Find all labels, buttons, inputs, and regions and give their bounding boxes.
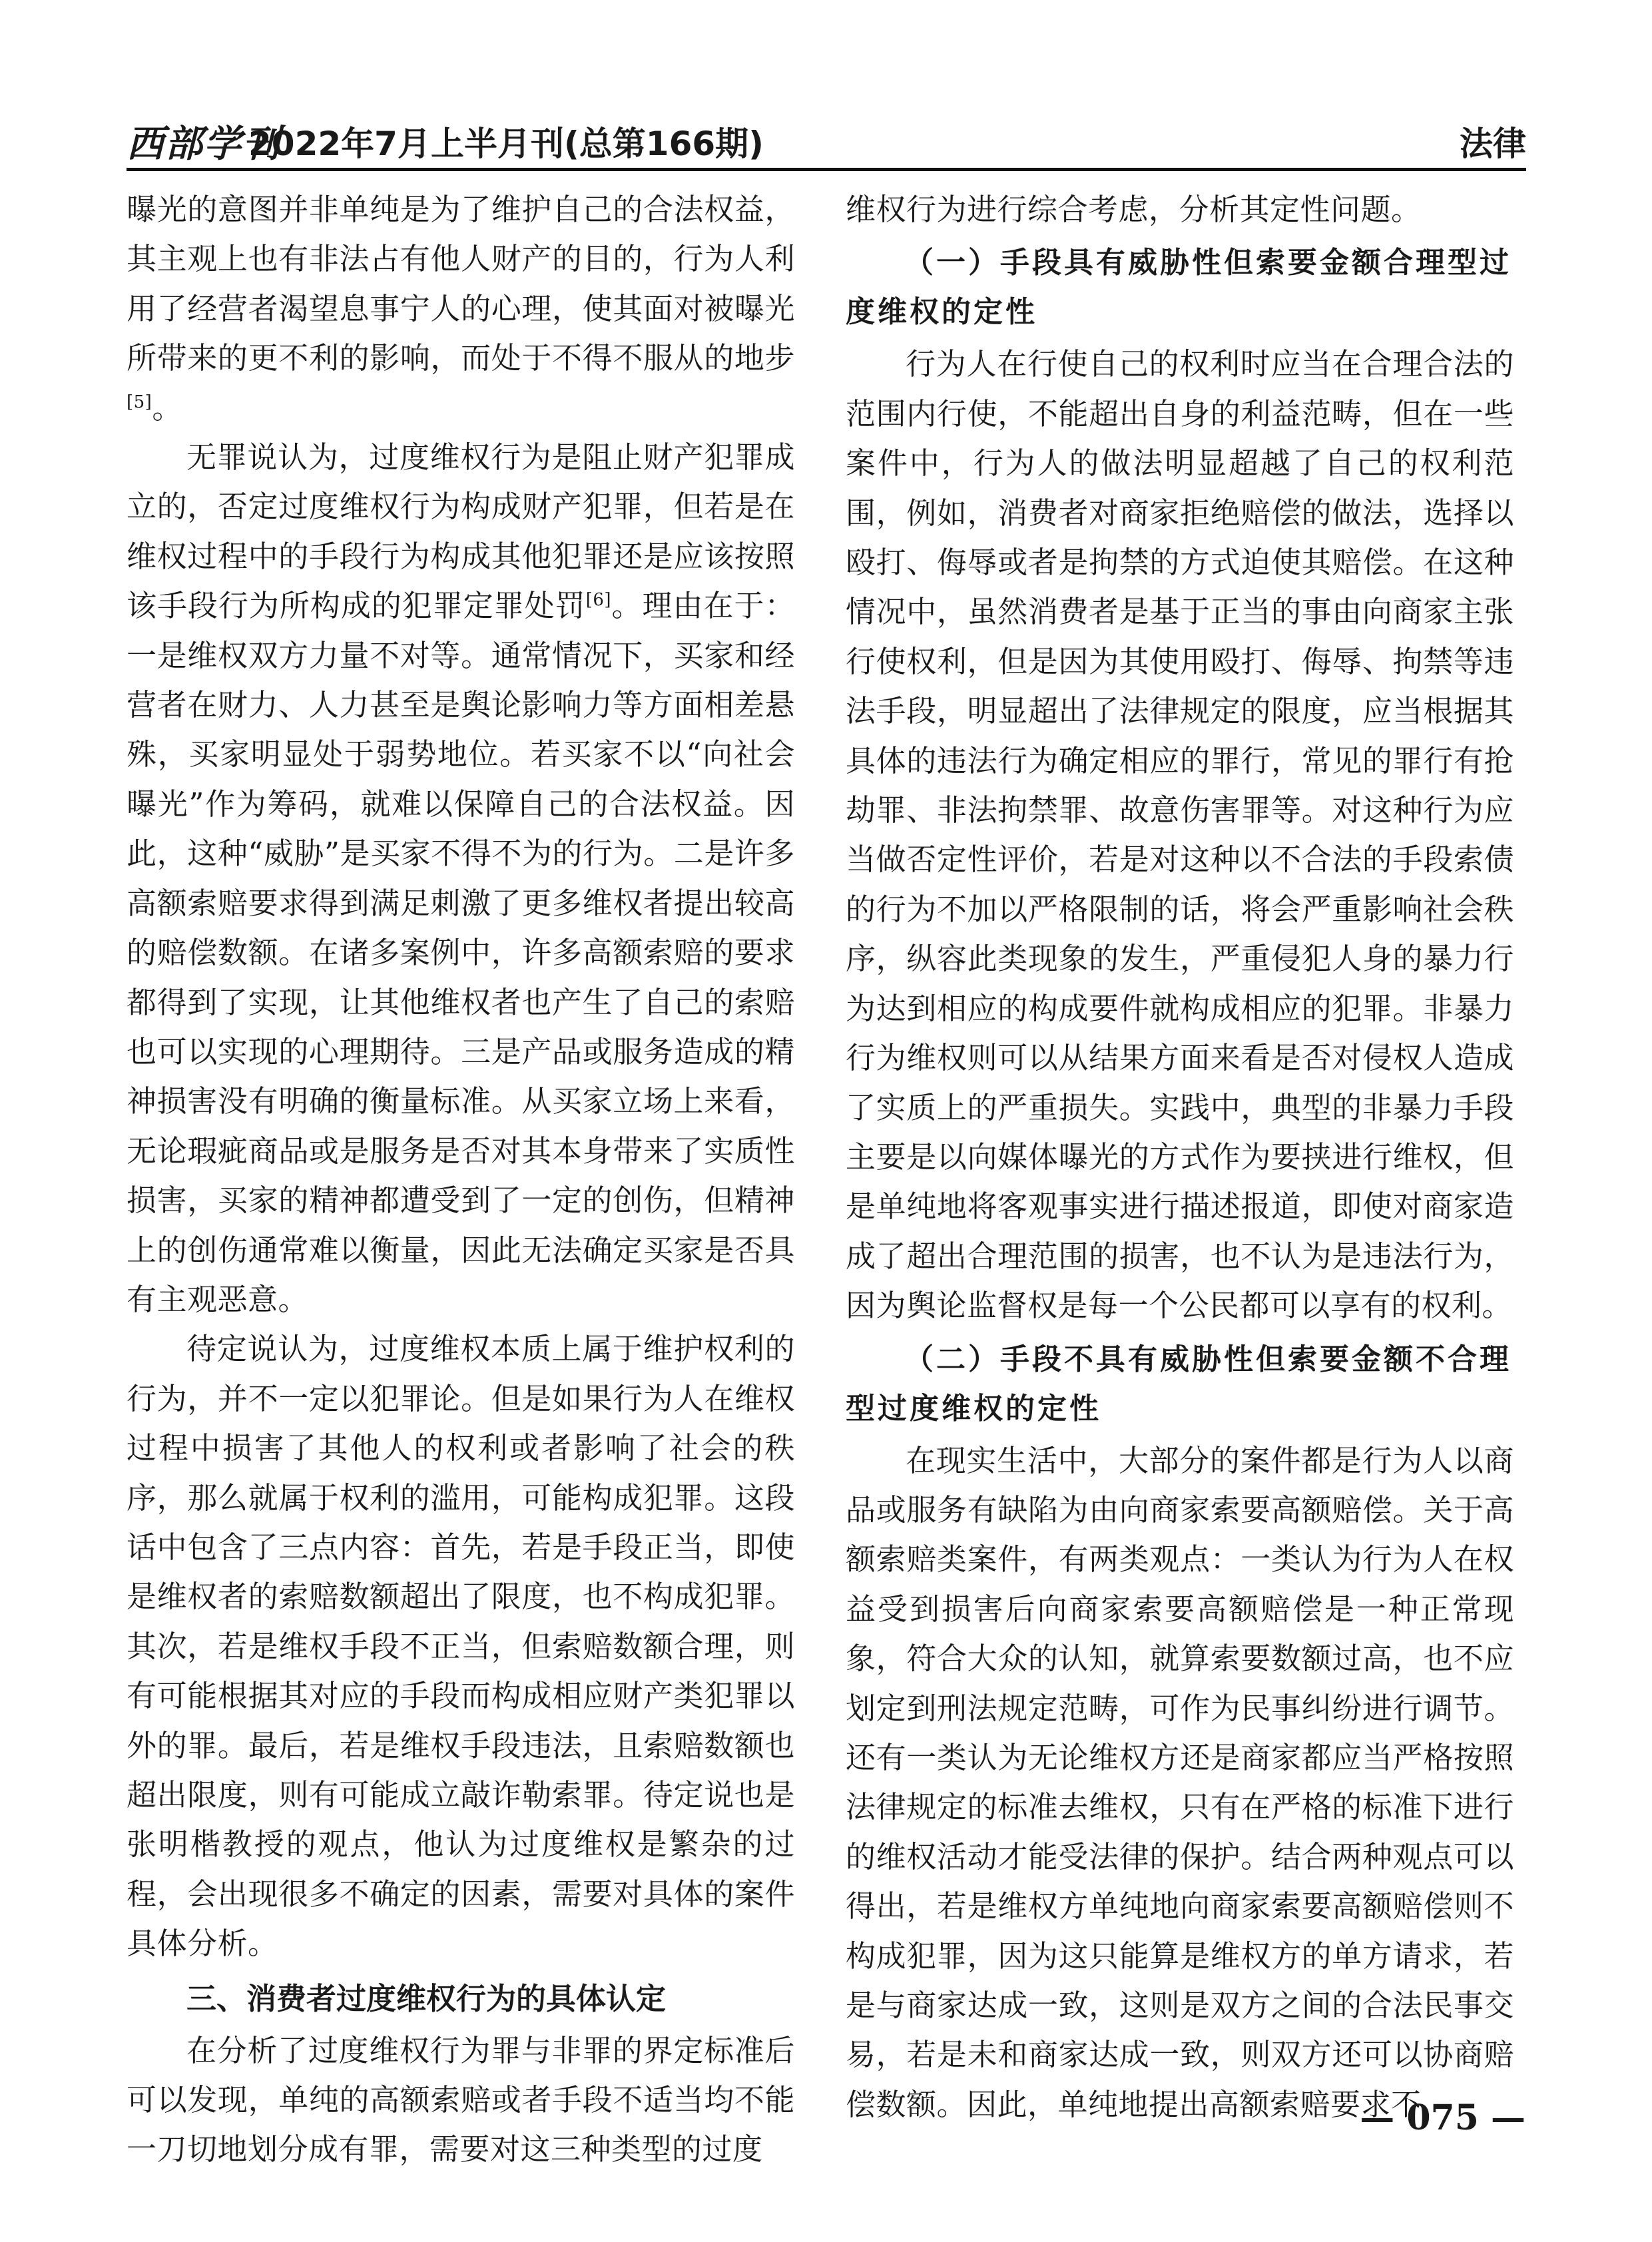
paragraph	[127, 433, 795, 1324]
paragraph-text: 曝光的意图并非单纯是为了维护自己的合法权益，其主观上也有非法占有他人财产的目的，行为人利用了经营者渴望息事宁人的心理，使其面对被曝光所带来的更不利的影响，而处于不得不服从的地步	[127, 192, 795, 376]
paragraph: 在分析了过度维权行为罪与非罪的界定标准后可以发现，单纯的高额索赔或者手段不适当均不能一刀切地划分成有罪，需要对这三种类型的过度	[127, 2032, 795, 2167]
paragraph-text: 无罪说认为，过度维权行为是阻止财产犯罪成立的，否定过度维权行为构成财产犯罪，但若是在维权过程中的手段行为构成其他犯罪还是应该按照该手段行为所构成的犯罪定罪处罚	[127, 439, 795, 624]
subsection-heading: （二）手段不具有威胁性但索要金额不合理型过度维权的定性	[846, 1342, 1512, 1426]
subsection-heading: （一）手段具有威胁性但索要金额合理型过度维权的定性	[846, 246, 1512, 330]
section-title: 法律	[1460, 125, 1526, 163]
citation-ref: [5]	[127, 392, 152, 412]
paragraph: 在现实生活中，大部分的案件都是行为人以商品或服务有缺陷为由向商家索要高额赔偿。关于高额索赔类案件，有两类观点：一类认为行为人在权益受到损害后向商家索要高额赔偿是一种正常现象，符合大众的认知，就算索要数额过高，也不应划定到刑法规定范畴，可作为民事纠纷进行调节。还有一类认为无论维权方还是商家都应当严格按照法律规定的标准去维权，只有在严格的标准下进行的维权活动才能受法律的保护。结合两种观点可以得出，若是维权方单纯地向商家索要高额赔偿则不构成犯罪，因为这只能算是维权方的单方请求，若是与商家达成一致，这则是双方之间的合法民事交易，若是未和商家达成一致，则双方还可以协商赔偿数额。因此，单纯地提出高额索赔要求不	[846, 1442, 1514, 2122]
paragraph-text: 。理由在于：一是维权双方力量不对等。通常情况下，买家和经营者在财力、人力甚至是舆论影响力等方面相差悬殊，买家明显处于弱势地位。若买家不以“向社会曝光”作为筹码，就难以保障自己的合法权益。因此，这种“威胁”是买家不得不为的行为。二是许多高额索赔要求得到满足刺激了更多维权者提出较高的赔偿数额。在诸多案例中，许多高额索赔的要求都得到了实现，让其他维权者也产生了自己的索赔也可以实现的心理期待。三是产品或服务造成的精神损害没有明确的衡量标准。从买家立场上来看，无论瑕疵商品或是服务是否对其本身带来了实质性损害，买家的精神都遭受到了一定的创伤，但精神上的创伤通常难以衡量，因此无法确定买家是否具有主观恶意。	[127, 588, 795, 1317]
paragraph: 行为人在行使自己的权利时应当在合理合法的范围内行使，不能超出自身的利益范畴，但在一些案件中，行为人的做法明显超越了自己的权利范围，例如，消费者对商家拒绝赔偿的做法，选择以殴打、侮辱或者是拘禁的方式迫使其赔偿。在这种情况中，虽然消费者是基于正当的事由向商家主张行使权利，但是因为其使用殴打、侮辱、拘禁等违法手段，明显超出了法律规定的限度，应当根据其具体的违法行为确定相应的罪行，常见的罪行有抢劫罪、非法拘禁罪、故意伤害罪等。对这种行为应当做否定性评价，若是对这种以不合法的手段索债的行为不加以严格限制的话，将会严重影响社会秩序，纵容此类现象的发生，严重侵犯人身的暴力行为达到相应的构成要件就构成相应的犯罪。非暴力行为维权则可以从结果方面来看是否对侵权人造成了实质上的严重损失。实践中，典型的非暴力手段主要是以向媒体曝光的方式作为要挟进行维权，但是单纯地将客观事实进行描述报道，即使对商家造成了超出合理范围的损害，也不认为是违法行为，因为舆论监督权是每一个公民都可以享有的权利。	[846, 346, 1514, 1324]
journal-logo: 西部学刊	[127, 122, 281, 166]
section-heading: 三、消费者过度维权行为的具体认定	[186, 1980, 667, 2016]
right-column	[846, 185, 1514, 2129]
page-number: — 075 —	[1360, 2098, 1525, 2138]
header-rule	[127, 168, 1526, 171]
paragraph-end: 。	[152, 390, 182, 425]
issue-info: 2022年7月上半月刊(总第166期)	[248, 125, 764, 163]
left-column	[127, 185, 795, 2175]
paragraph: 维权行为进行综合考虑，分析其定性问题。	[846, 192, 1422, 227]
running-header	[127, 105, 1526, 165]
citation-ref: [6]	[585, 590, 612, 611]
paragraph: 待定说认为，过度维权本质上属于维护权利的行为，并不一定以犯罪论。但是如果行为人在维权过程中损害了其他人的权利或者影响了社会的秩序，那么就属于权利的滥用，可能构成犯罪。这段话中包含了三点内容：首先，若是手段正当，即使是维权者的索赔数额超出了限度，也不构成犯罪。其次，若是维权手段不正当，但索赔数额合理，则有可能根据其对应的手段而构成相应财产类犯罪以外的罪。最后，若是维权手段违法，且索赔数额也超出限度，则有可能成立敲诈勒索罪。待定说也是张明楷教授的观点，他认为过度维权是繁杂的过程，会出现很多不确定的因素，需要对具体的案件具体分析。	[127, 1331, 795, 1962]
paragraph	[127, 185, 795, 433]
